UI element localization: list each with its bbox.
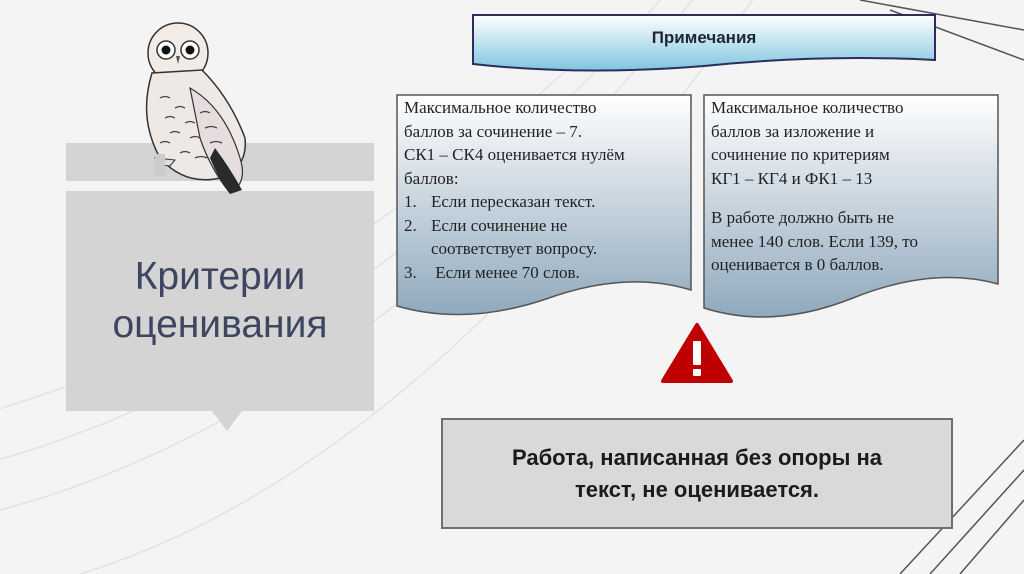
title-panel-pointer [212, 411, 242, 431]
conclusion-line-2: текст, не оценивается. [574, 476, 820, 502]
list-item [404, 190, 686, 214]
note-essay-line: СК1 – СК4 оценивается нулём [404, 145, 625, 164]
list-item [404, 214, 686, 261]
note-essay-line: Максимальное количество [404, 98, 597, 117]
list-item-text: Если менее 70 слов. [431, 262, 580, 282]
slide-title-line-1: Критерии [134, 255, 306, 298]
note-essay-line: баллов за сочинение – 7. [404, 121, 582, 141]
banner-label: Примечания [651, 28, 757, 47]
note-presentation-line: сочинение по критериям [711, 145, 890, 164]
list-item-line: соответствует вопросу. [431, 239, 598, 258]
warning-icon [661, 322, 733, 384]
list-item-number: 2. [404, 215, 417, 235]
conclusion-box [441, 418, 953, 529]
slide-title-line-2: оценивания [112, 303, 328, 346]
note-presentation-line: баллов за изложение и [711, 121, 875, 141]
note-presentation-line: Максимальное количество [711, 98, 904, 117]
note-essay-list [404, 190, 686, 284]
list-item-number: 3. [404, 262, 417, 282]
note-presentation-line: В работе должно быть не [711, 208, 894, 227]
note-presentation-line: КГ1 – КГ4 и ФК1 – 13 [711, 168, 873, 188]
note-presentation-line: менее 140 слов. Если 139, то [711, 231, 919, 251]
list-item [404, 261, 686, 285]
note-essay [396, 94, 692, 318]
spacer [711, 190, 993, 206]
list-item-number: 1. [404, 192, 417, 211]
conclusion-text [512, 442, 882, 506]
slide-title [112, 253, 327, 349]
note-essay-line: баллов: [404, 168, 459, 188]
conclusion-line-1: Работа, написанная без опоры на [511, 444, 883, 470]
list-item-line: Если сочинение не [431, 215, 568, 235]
owl-illustration [130, 18, 260, 196]
list-item-text [431, 214, 597, 261]
note-presentation-line: оценивается в 0 баллов. [711, 255, 884, 274]
list-item-text: Если пересказан текст. [431, 192, 596, 211]
title-panel [66, 191, 374, 411]
note-presentation [703, 94, 999, 324]
